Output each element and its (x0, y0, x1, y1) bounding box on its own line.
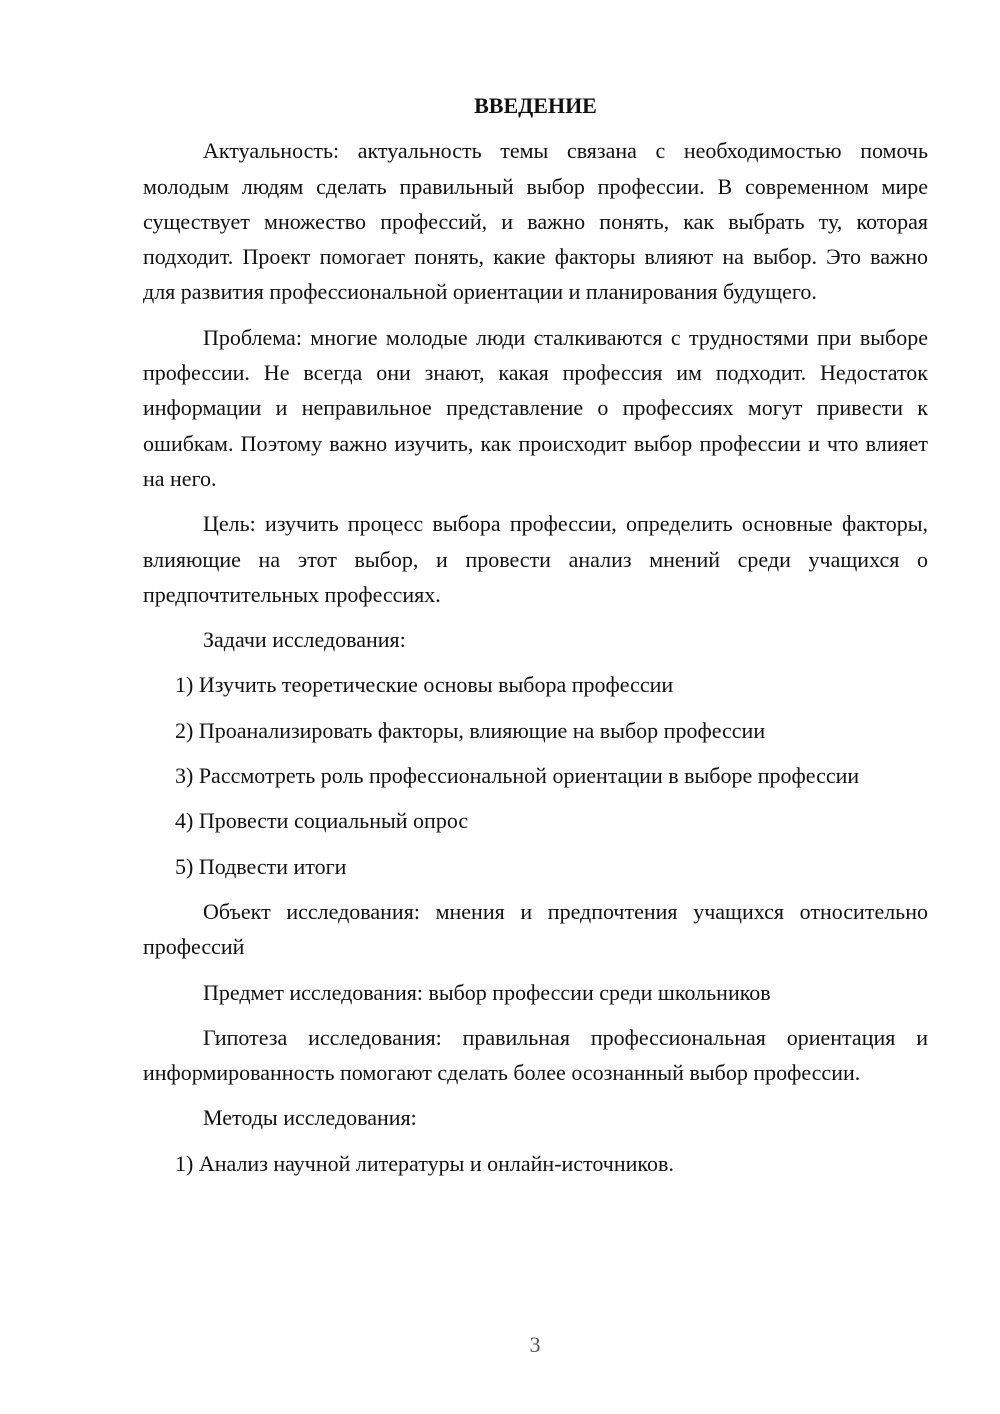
task-item-4: 4) Провести социальный опрос (175, 808, 469, 834)
task-item-3: 3) Рассмотреть роль профессиональной ориентации в выборе профессии (175, 763, 860, 789)
task-item-5: 5) Подвести итоги (175, 853, 347, 879)
object-paragraph: Объект исследования: мнения и предпочтения учащихся относительно профессий (143, 898, 928, 960)
page-number: 3 (529, 1332, 541, 1357)
relevance-paragraph: Актуальность: актуальность темы связана с необходимостью помочь молодым людям сделать правильный выбор профессии. В современном мире существует множество профессий, и важно понять, как выбрать ту, которая подходит. Проект помогает понять, какие факторы влияют на выбор. Это важно для развития профессиональной ориентации и планирования будущего. (143, 138, 928, 305)
subject-paragraph: Предмет исследования: выбор профессии среди школьников (203, 979, 771, 1005)
methods-heading: Методы исследования: (203, 1105, 417, 1131)
problem-paragraph: Проблема: многие молодые люди сталкиваются с трудностями при выборе профессии. Не всегда они знают, какая профессия им подходит. Недостаток информации и неправильное представление о профессиях могут привести к ошибкам. Поэтому важно изучить, как происходит выбор профессии и что влияет на него. (143, 324, 928, 491)
task-item-1: 1) Изучить теоретические основы выбора профессии (175, 672, 674, 698)
goal-paragraph: Цель: изучить процесс выбора профессии, определить основные факторы, влияющие на этот выбор, и провести анализ мнений среди учащихся о предпочтительных профессиях. (143, 511, 928, 607)
task-item-2: 2) Проанализировать факторы, влияющие на выбор профессии (175, 717, 766, 743)
section-title: ВВЕДЕНИЕ (474, 93, 597, 118)
method-item-1: 1) Анализ научной литературы и онлайн-источников. (175, 1150, 674, 1176)
page-content (143, 88, 928, 1191)
hypothesis-paragraph: Гипотеза исследования: правильная профессиональная ориентация и информированность помогают сделать более осознанный выбор профессии. (143, 1024, 928, 1086)
tasks-heading: Задачи исследования: (203, 627, 406, 653)
